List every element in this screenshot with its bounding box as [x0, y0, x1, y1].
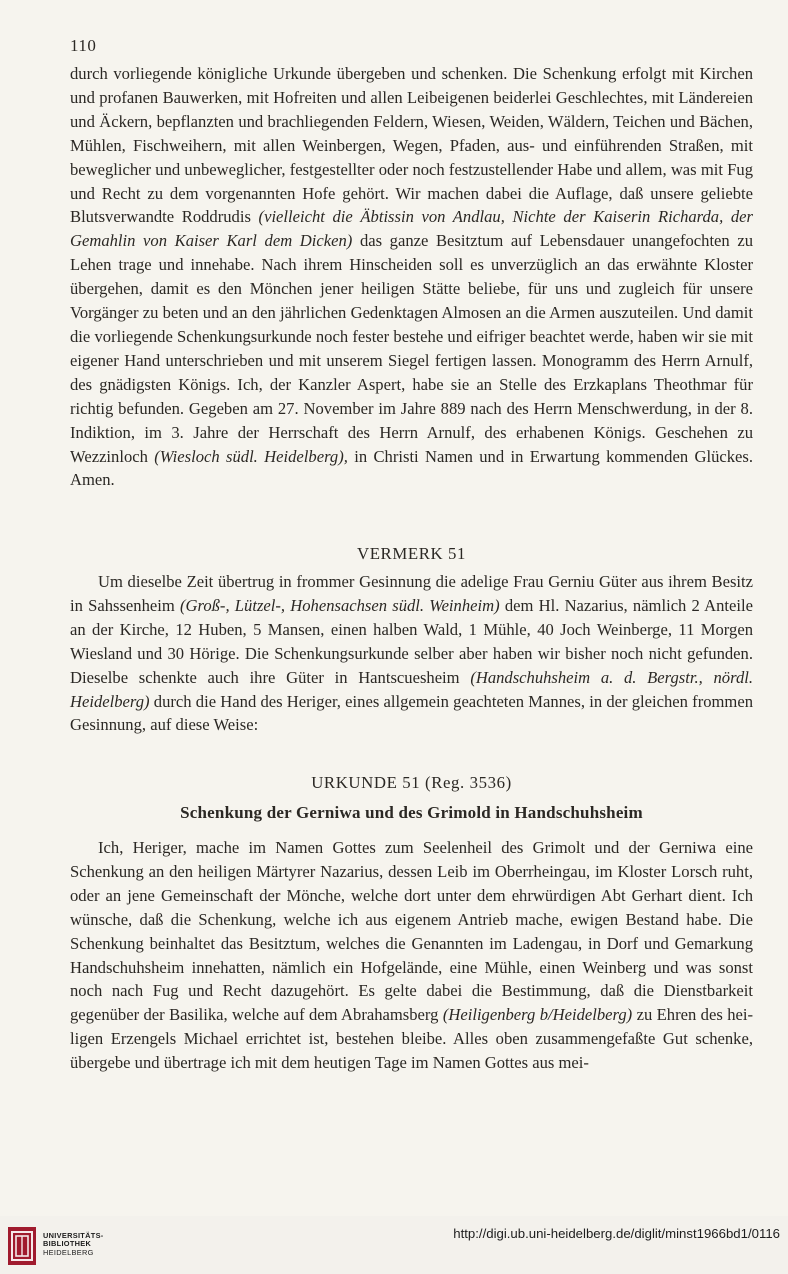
library-name-line: HEIDELBERG: [43, 1247, 94, 1257]
text-segment: durch die Hand des Heriger, eines allgemein geachteten Mannes, in der gleichen frommen Gesinnung, auf diese Weise:: [70, 691, 753, 735]
text-segment: in Christi Namen und in Erwartung kommenden Glückes. Amen.: [70, 446, 753, 490]
italic-annotation: (vielleicht die Äbtissin von Andlau, Nichte der Kaiserin Richarda, der Gemahlin von Kaiser Karl dem Dicken): [70, 207, 753, 251]
urkunde-text: [70, 836, 753, 1075]
italic-annotation: (Handschuhsheim a. d. Bergstr., nördl. Heidelberg): [70, 667, 753, 711]
vermerk-heading: VERMERK 51: [356, 544, 467, 563]
body-text-continuation: [70, 62, 753, 492]
text-segment: das ganze Besitztum auf Lebensdauer unangefochten zu Lehen trage und innehabe. Nach ihrem Hinscheiden soll es unverzüglich an das erwähnte Kloster übergehen, damit es den Mönchen jener heiligen Stätte beliebe, für uns und zugleich für unsere Vorgänger zu beten und an den jährlichen Gedenktagen Almosen an die Armen auszuteilen. Und damit die vorliegende Schenkungsurkunde noch fester bestehe und eifriger beachtet werde, haben wir sie mit eigener Hand unterschrieben und mit unserem Siegel fertigen lassen. Monogramm des Herrn Arnulf, des gnädigsten Königs. Ich, der Kanzler Aspert, habe sie an Stelle des Erzkaplans Theothmar für richtig befunden. Gegeben am 27. November im Jahre 889 nach des Herrn Menschwerdung, in der 8. Indiktion, im 3. Jahre der Herrschaft des Herrn Arnulf, des erhabenen Königs. Geschehen zu Wezzinloch: [70, 231, 753, 466]
university-library-logo-icon: [8, 1227, 36, 1265]
italic-annotation: (Wiesloch südl. Heidelberg),: [154, 446, 348, 466]
italic-annotation: (Groß-, Lützel-, Hohensachsen südl. Weinheim): [179, 595, 500, 615]
library-name: [43, 1232, 104, 1257]
vermerk-text: [70, 570, 753, 737]
library-name-line: BIBLIOTHEK: [43, 1239, 92, 1249]
urkunde-subheading: Schenkung der Gerniwa und des Grimold in Handschuhsheim: [180, 803, 643, 822]
italic-annotation: (Heiligenberg b/Heidelberg): [442, 1005, 633, 1025]
permalink-url[interactable]: http://digi.ub.uni-heidelberg.de/diglit/minst1966bd1/0116: [453, 1226, 780, 1241]
text-segment: durch vorliegende königliche Urkunde übergeben und schenken. Die Schenkung erfolgt mit Kirchen und profanen Bauwerken, mit Hofreiten und allen Leibeigenen beiderlei Geschlechtes, mit Ländereien und Äckern, bepflanzten und brachliegenden Feldern, Wiesen, Weiden, Wäldern, Teichen und Bächen, Mühlen, Fischweihern, mit allen Weinbergen, Wegen, Pfaden, aus- und einführenden Straßen, mit beweglicher und unbeweglicher, festgestellter oder noch festzustellender Habe und allem, was mit Fug und Recht zu dem vorgenannten Hofe gehört. Wir machen dabei die Auflage, daß unsere geliebte Blutsverwandte Roddrudis: [70, 64, 753, 227]
text-segment: Ich, Heriger, mache im Namen Gottes zum Seelenheil des Grimolt und der Gerniwa eine Schenkung an den heiligen Märtyrer Nazarius, dessen Leib im Oberrheingau, im Kloster Lorsch ruht, oder an jene Gemeinschaft der Mönche, welche dort unter dem ehrwürdigen Abt Gerhart dient. Ich wünsche, daß die Schenkung, welche ich aus eigenem Antrieb mache, ewigen Bestand habe. Die Schenkung beinhaltet das Besitztum, welches die Genannten im Ladengau, in Dorf und Gemarkung Handschuhsheim innehatten, nämlich ein Hofgelände, eine Mühle, einen Weinberg und was sonst noch nach Fug und Recht dazugehört. Es gelte dabei die Bestimmung, daß die Dienstbarkeit gegenüber der Basilika, welche auf dem Abrahamsberg: [70, 838, 753, 1025]
text-segment: zu Ehren des heiligen Erzengels Michael errichtet ist, bestehen bleibe. Alles oben zusammengefaßte Gut schenke, übergebe und übertrage ich mit dem heutigen Tage im Namen Gottes aus mei-: [70, 1005, 753, 1073]
urkunde-heading: URKUNDE 51 (Reg. 3536): [311, 773, 512, 792]
library-name-line: UNIVERSITÄTS-: [43, 1231, 104, 1240]
page-number: 110: [70, 36, 97, 55]
footer-bar: [0, 1216, 788, 1274]
text-segment: dem Hl. Nazarius, nämlich 2 Anteile an der Kirche, 12 Huben, 5 Mansen, einen halben Wald, 1 Mühle, 40 Joch Weinberge, 11 Morgen Wiesland und 30 Hörige. Die Schenkungsurkunde selber aber haben wir bisher noch nicht gefunden. Dieselbe schenkte auch ihre Güter in Hantscuesheim: [70, 595, 753, 687]
text-segment: Um dieselbe Zeit übertrug in frommer Gesinnung die adelige Frau Gerniu Güter aus ihrem Besitz in Sahssenheim: [70, 572, 753, 615]
